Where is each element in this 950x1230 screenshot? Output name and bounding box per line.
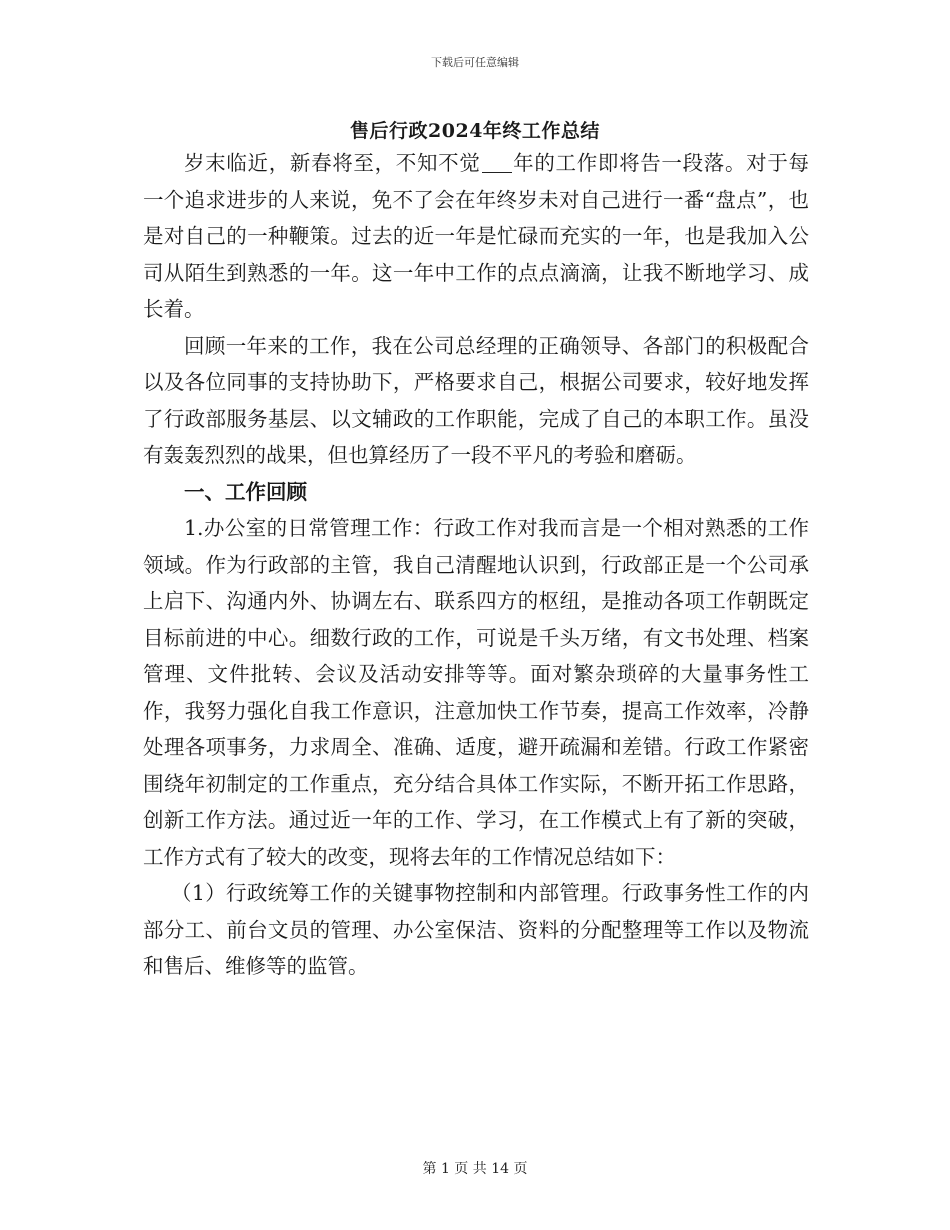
- paragraph-intro-part1: 岁末临近，新春将至，不知不觉: [184, 151, 481, 175]
- paragraph-item-1: （1）行政统筹工作的关键事物控制和内部管理。行政事务性工作的内部分工、前台文员的管理、办公室保洁、资料的分配整理等工作以及物流和售后、维修等的监管。: [143, 881, 809, 978]
- document-body: [143, 145, 809, 985]
- section-heading: 一、工作回顾: [184, 479, 307, 504]
- paragraph-office-management: 1.办公室的日常管理工作：行政工作对我而言是一个相对熟悉的工作领域。作为行政部的主管，我自己清醒地认识到，行政部正是一个公司承上启下、沟通内外、协调左右、联系四方的枢纽，是推动各项工作朝既定目标前进的中心。细数行政的工作，可说是千头万绪，有文书处理、档案管理、文件批转、会议及活动安排等等。面对繁杂琐碎的大量事务性工作，我努力强化自我工作意识，注意加快工作节奏，提高工作效率，冷静处理各项事务，力求周全、准确、适度，避开疏漏和差错。行政工作紧密围绕年初制定的工作重点，充分结合具体工作实际，不断开拓工作思路，创新工作方法。通过近一年的工作、学习，在工作模式上有了新的突破，工作方式有了较大的改变，现将去年的工作情况总结如下：: [143, 516, 809, 869]
- header-note: 下载后可任意编辑: [431, 56, 519, 69]
- fill-in-blank: [482, 152, 512, 173]
- document-title: 售后行政2024年终工作总结: [350, 120, 600, 142]
- paragraph-intro-part2: 年的工作即将告一段落。对于每一个追求进步的人来说，免不了会在年终岁未对自己进行一番“盘点”，也是对自己的一种鞭策。过去的近一年是忙碌而充实的一年，也是我加入公司从陌生到熟悉的一年。这一年中工作的点点滴滴，让我不断地学习、成长着。: [143, 151, 809, 321]
- page-footer: 第 1 页 共 14 页: [422, 1161, 528, 1177]
- paragraph-intro: [143, 145, 809, 328]
- paragraph-review: 回顾一年来的工作，我在公司总经理的正确领导、各部门的积极配合以及各位同事的支持协助下，严格要求自己，根据公司要求，较好地发挥了行政部服务基层、以文辅政的工作职能，完成了自己的本职工作。虽没有轰轰烈烈的战果，但也算经历了一段不平凡的考验和磨砺。: [143, 333, 809, 467]
